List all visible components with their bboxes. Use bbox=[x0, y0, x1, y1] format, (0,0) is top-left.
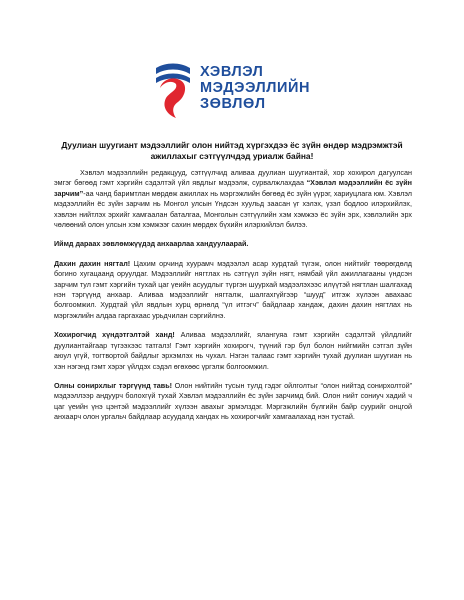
intro-bold-phrase: “Хэвлэл мэдээллийн ёс зүйн зарчим” bbox=[54, 178, 412, 198]
tip-paragraph-2 bbox=[54, 330, 412, 372]
tip-1-title: Дахин дахин нягтал! bbox=[54, 258, 131, 268]
headline-line-1: Дуулиан шуугиант мэдээллийг олон нийтэд хүргэхдээ ёс зүйн өндөр мэдрэмжтэй bbox=[61, 140, 403, 150]
logo-emblem-icon bbox=[150, 58, 194, 120]
tip-paragraph-3 bbox=[54, 381, 412, 423]
logo-wordmark bbox=[200, 64, 340, 112]
council-logo bbox=[150, 58, 340, 120]
intro-paragraph bbox=[54, 168, 412, 230]
document-body bbox=[54, 168, 412, 432]
intro-text-after: -аа чанд баримтлан мөрдөж ажиллах нь мэргэжлийн бөгөөд ёс зүйн үүрэг, хариуцлага юм. Хэвлэл мэдээллийн ёс зүйн зарчим нь Монгол улсын Үндсэн хуульд заасан үг хэлэх, үзэл бодлоо илэрхийлэх, хэвлэн нийтлэх эрхийг хамгаалан баталгаа, Монголын сэтгүүлийн хэм хэмжээ ёс зүйн эрх, хэвлэлийн эрх чөлөөний олон улсын хэм хэмжээг сахин мөрдөх бүхийн илэрхийлэл билээ. bbox=[54, 188, 412, 230]
section-title: Иймд дараах зөвлөмжүүдэд анхаарлаа хандуулаарай. bbox=[54, 239, 249, 249]
intro-text-before: Хэвлэл мэдээллийн редакцууд, сэтгүүлчид аливаа дуулиан шуугиантай, хор хохирол дагуулсан эмгэг бөгөөд гэмт хэргийн сэдэлтэй үйл явдлыг мэдээлж, сурвалжлахдаа bbox=[54, 168, 412, 188]
logo-line-1: ХЭВЛЭЛ bbox=[200, 64, 264, 80]
logo-line-3: ЗӨВЛӨЛ bbox=[200, 96, 266, 112]
tip-1-text: Цахим орчинд хуурамч мэдээлэл асар хурдтай түгэж, олон нийтийг төөрөгдөлд богино хугацаанд оруулдаг. Мэдээллийг нягтлах нь сэтгүүл зүйн нягт, нямбай үйл ажиллагааны үндсэн зарчим тул гэмт хэргийн тухай цаг үеийн асуудлыг түргэн шуурхай мэдээлэхээс илүүтэй нягтлан шалгахад нэн тэргүүнд анхаар. Аливаа мэдээллийг нягталж, шалгахгүйгээр “шууд” итгэж хүлээн авахаас болгоомжил. Хурдтай үйл явдлын хурц өрнөлд “үл итгэгч” байдлаар хандаж, дахин дахин нягтлах нь мэргэжлийн алдаа гаргахаас урьдчилан сэргийлнэ. bbox=[54, 258, 412, 320]
headline bbox=[60, 140, 404, 162]
logo-line-2: МЭДЭЭЛЛИЙН bbox=[200, 80, 311, 96]
tip-paragraph-1 bbox=[54, 259, 412, 321]
tip-2-title: Хохирогчид хүндэтгэлтэй ханд! bbox=[54, 330, 175, 340]
tip-3-title: Олны сонирхлыг тэргүүнд тавь! bbox=[54, 380, 173, 390]
headline-line-2: ажиллахыг сэтгүүлчдэд уриалж байна! bbox=[150, 151, 314, 161]
tip-3-text: Олон нийтийн тусын тулд гэдэг ойлголтыг “олон нийтэд сонирхолтой” мэдээллээр андуурч болохгүй тухай Хэвлэл мэдээллийн ёс зүйн зарчимд бий. Олон нийт сониуч хадий ч цаг үеийн үнэ цэнтэй мэдээллийг хүлээн авахыг эрмэлздэг. Мэргэжлийн бүлгийн байр суурийг онцгой анхаарч олон ургальч байдлаар асуудалд хандах нь хохирогчийг хамгаалахад нэн тустай. bbox=[54, 380, 412, 422]
tip-2-text: Аливаа мэдээллийг, ялангуяа гэмт хэргийн сэдэлтэй үйлдлийг дуулиантайгаар түгээхээс татгалз! Гэмт хэргийн хохирогч, түүний гэр бүл болон нийгмийн сэтгэл зүйн аюул үгүй, тогтвортой байдлыг эрхэмлэх нь чухал. Нэгэн талаас гэмт хэргийн тухай дуулиан шуугиан нь хэн нэгэнд гэмт хэрэг үйлдэх сэдэл өгөхөөс үргэлж болгоомжил. bbox=[54, 330, 412, 371]
